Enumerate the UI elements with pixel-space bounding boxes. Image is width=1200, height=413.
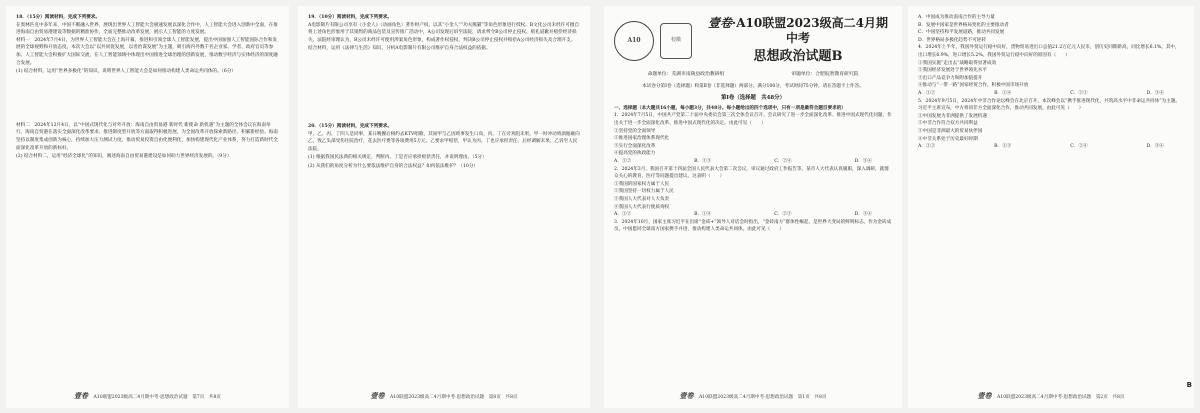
reviewer-unit: 审题单位：合肥皖智教育研究院 [791, 72, 859, 77]
brand-logo: 壹卷 [73, 391, 88, 401]
q4-option: ③出口产品竞争力和附加值提升 [918, 75, 983, 81]
q3-option: B．发展中国家是世界格局变化的主要推动者 [918, 22, 1009, 28]
question-20-body: 甲、乙、丙、丁四人是同事，某日晚餐后相约去KTV唱歌，其间甲与乙因琐事发生口角，丙、丁在旁劝阻未果。甲一时冲动将酒瓶砸向乙，致乙头部受伤住院治疗，花去医疗费等各项费用5万元。乙要求甲赔偿，甲认为丙、丁也应承担责任。后经调解未果，乙诉至人民法院。 [308, 131, 580, 152]
question-5: 5．2024年9月5日，2024年中非合作论坛峰会在北京召开，本次峰会以“携手推进现代化，共筑高水平中非命运共同体”为主题。习近平主席宣布，中方将同非方全面深化合作，推动共同发展。由此可见（ ） [918, 98, 1180, 112]
q3-option: D．世界格局多极化趋势不可逆转 [918, 37, 986, 43]
page-footer: 壹卷 A10联盟2023级高二4月期中考·思想政治试题 第1页 共8页 [679, 391, 827, 401]
material-2: 材料二 2024年12月4日，以“中国式现代化与对外开放：海南自由贸易港 新时代 新使命 新机遇”为主题的全体会议在海南举行。海南自贸港在落实全面深化改革要求、推进制度型开放等方面取得积极进展，为全国改革开放探索新路径、积累新经验。海南坚持以制度集成创新为核心，持续加大压力测试力度，推动贸易投资自由化便利化，加快构建现代化产业体系，努力打造新时代全面深化改革开放的新标杆。 [16, 122, 278, 151]
q1-option: ③实行全面深化改革 [614, 143, 656, 149]
q1-option: ①坚持党的全面领导 [614, 128, 656, 134]
q1-option: ②推进国家治理体系现代化 [614, 136, 670, 142]
question-19-body: A电影制片有限公司享有《小金人》（动画角色）著作财产权，以其“小金人”“功夫熊猫”等角色形象进行授权。B文化公司未经许可擅自将上述角色形象用于其销售的商品包装及宣传推广活动中，A公司发现后诉至法院，请求判令B公司停止侵权、赔礼道歉并赔偿经济损失。法院经审理认为，B公司未经许可使用涉案角色形象，构成著作权侵权，判决B公司停止侵权并赔偿A公司经济损失及合理开支。 [308, 22, 580, 43]
page-footer: 壹卷 A10联盟2023级高二4月期中考·思想政治试题 第7页 共8页 [73, 391, 222, 401]
anniversary-seal-icon: A10 [614, 21, 654, 61]
question-4: 4．2024年上半年，我国外贸运行稳中向好，货物贸易进出口总值21.2万亿元人民币，创历史同期新高，同比增长6.1%。其中，出口增长6.9%，进口增长5.2%。我国外贸运行稳中向好的原因有（ ） [918, 45, 1180, 58]
question-18-part-2: (2) 结合材料二，运用“经济全球化”的知识，阐述海南自由贸易港建设是如何助力世界经济发展的。（9分） [16, 154, 232, 160]
answer-space [308, 53, 580, 123]
material-1: 材料一 2024年7月4日，为世界人工智能大会在上海开幕，推进和引领全球人工智能发展，提出中国加强人工智能国际合作和发展的全球视野和开放态度。本次大会以“以共同促发展，以善治谋发展”为主题，吸引海内外数千名企业家、学者、政府官员等参加。人工智能大会积极扩大国际交流，在人工智能领域中体现出中国推进全球治理的创新发展，推动数字经济与实体经济的深度融合发展。 [16, 37, 278, 66]
question-1: 1．2024年7月5日，中国共产党第二十届中央委员会第三次全体会议召开。会议研究了进一步全面深化改革、推进中国式现代化问题，作出关于进一步全面深化改革、推进中国式现代化的决定。由此可见（ ） [614, 113, 892, 126]
exam-page-2 [908, 6, 1194, 408]
exam-page-1 [604, 6, 902, 408]
exam-page-7 [6, 6, 289, 408]
question-18-heading: 18．（15分）阅读材料，完成下列要求。 [16, 15, 100, 20]
exam-title: 壹卷·A10联盟2023级高二4月期中考 [708, 16, 888, 45]
question-2: 2．2024年3月，我国召开第十四届全国人民代表大会第二次会议，审议通过政府工作报告等。某市人大代表认真履职，深入调研，就群众关心的教育、医疗等问题提出建议。这表明（ ） [614, 166, 889, 180]
brand-logo: 壹卷 [977, 391, 992, 401]
q4-choices: A．①② B．①④ C．②③ D．③④ [918, 90, 1164, 96]
q5-option: ④中非关系处于历史最好时期 [918, 136, 978, 142]
exam-page-8 [298, 6, 590, 408]
q2-option: ④我国人大代表行使质询权 [614, 204, 670, 210]
brand-logo: 壹卷 [708, 16, 733, 30]
q2-option: ②我国坚持一切权力属于人民 [614, 189, 674, 195]
brand-logo: 壹卷 [370, 391, 385, 401]
exam-note: 本试卷分第Ⅰ卷（选择题）和第Ⅱ卷（非选择题）两部分。满分100分，考试时间75分钟。请在答题卡上作答。 [642, 83, 864, 89]
q5-option: ③中国是非洲最大的贸易伙伴国 [918, 128, 983, 134]
title-block [704, 16, 892, 65]
section-title: 第Ⅰ卷（选择题 共48分） [721, 95, 785, 102]
answer-space [16, 76, 279, 122]
q4-option: ④推动与“一带一路”国家经贸合作，积极中国市场开放 [918, 83, 1029, 89]
q2-option: ③我国人大代表对人大负责 [614, 196, 670, 202]
q1-choices: A．①② B．①③ C．②④ D．③④ [614, 158, 872, 164]
meta-row [614, 71, 892, 79]
question-18-intro: 在奥林匹克中多年来，中国不断融入世界，展现出世界人工智能大会极速发展以深化合作中，人工智能大会进入创新中全面，在推进海南自由贸易港建设等数据的精准协作，全面完整推动改革发展，展示人工智能的力度发展。 [16, 22, 278, 36]
brand-logo: 壹卷 [679, 391, 694, 401]
page-footer: 壹卷 A10联盟2023级高二4月期中考·思想政治试题 第2页 共8页 [977, 391, 1125, 401]
q3-option: A．中国成为推动南南合作的主导力量 [918, 15, 995, 20]
question-20-heading: 20．（15分）阅读材料，完成下列要求。 [308, 123, 392, 129]
page-footer: 壹卷 A10联盟2023级高二4月期中考·思想政治试题 第8页 共8页 [370, 391, 518, 401]
question-20-part-1: (1) 根据我国民法典的相关规定，判断丙、丁是否应承担赔偿责任，并说明理由。（5分） [308, 155, 487, 161]
q4-option: ②我国经济发展处于世界领先水平 [918, 68, 987, 74]
q2-option: ①我国的国家权力属于人民 [614, 181, 670, 187]
q2-choices: A．①② B．①④ C．②③ D．③④ [614, 212, 872, 218]
setter-unit: 命题单位：芜湖市南陵县政治教研组 [647, 72, 725, 77]
question-19-heading: 19．（10分）阅读材料，完成下列要求。 [308, 15, 392, 20]
q3-option: C．中国坚持和平发展道路，推动共同发展 [918, 30, 1005, 36]
q5-option: ①中国发展为非洲提供了发展机遇 [918, 113, 987, 119]
question-19-task: 结合材料，运用《法律与生活》知识，分析A电影制片有限公司维护自身合法权益的依据。 [308, 46, 491, 52]
question-20-part-2: (2) 从我们的角度分析为什么要依法维护自身的合法权益？如何依法维护？（10分） [308, 163, 479, 169]
exam-header [614, 16, 892, 65]
question-3: 3．2024年10月，国家主席习近平在出席“金砖+”领导人对话会时指出，“金砖南方”群体性崛起，是世界大变局的鲜明标志。作为金砖成员，中国愿同全球南方国家携手并进，推动构建人类命运共同体。由此可见（ ） [614, 219, 892, 233]
q5-choices: A．①② B．①③ C．②④ D．③④ [918, 144, 1164, 150]
q1-option: ④提高党的执政能力 [614, 151, 656, 157]
subject-title: 思想政治试题B [753, 49, 843, 64]
q4-option: ①我国实施“走出去”战略取得显著成效 [918, 60, 997, 66]
question-18-part-1: (1) 结合材料，运用“世界多极化”的知识，说明世界人工智能大会是如何推动构建人类命运共同体的。（6分） [16, 69, 237, 75]
paper-version-mark: B [1186, 381, 1192, 390]
school-emblem-icon: 校徽 [660, 23, 692, 59]
section-instructions: 一、选择题（本大题共16小题，每小题3分，共48分。每小题给出的四个选项中，只有一项是最符合题目要求的） [614, 105, 846, 111]
q5-option: ②中非合作符合双方共同利益 [918, 121, 978, 127]
